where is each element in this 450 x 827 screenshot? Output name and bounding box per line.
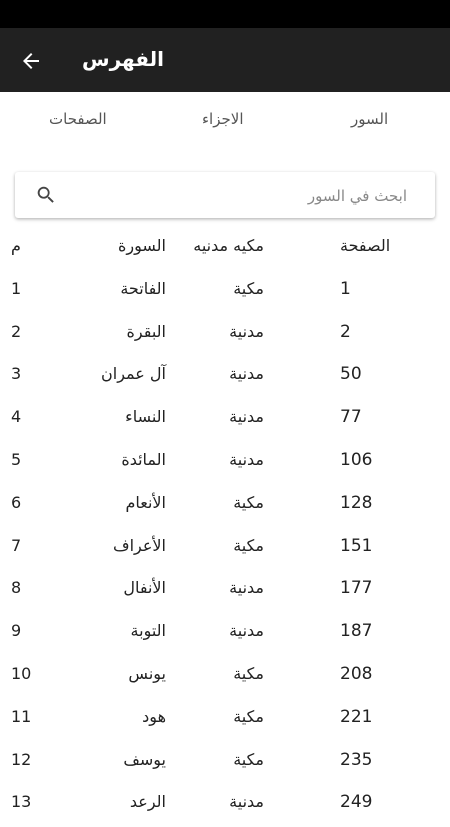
search-input[interactable] — [75, 172, 409, 220]
table-row[interactable] — [0, 528, 450, 571]
row-surah-type: مدنية — [229, 449, 264, 469]
row-surah-name: هود — [142, 706, 166, 726]
row-surah-name: الفاتحة — [120, 278, 166, 298]
row-page: 249 — [340, 792, 373, 813]
row-page: 177 — [340, 578, 373, 599]
row-number: 3 — [11, 364, 22, 384]
row-surah-type: مكية — [233, 535, 264, 555]
row-surah-type: مكية — [233, 749, 264, 769]
row-surah-name: التوبة — [130, 621, 166, 641]
table-row[interactable] — [0, 570, 450, 613]
row-surah-type: مدنية — [229, 578, 264, 598]
table-row[interactable] — [0, 485, 450, 528]
row-page: 187 — [340, 621, 373, 642]
row-surah-name: النساء — [125, 407, 166, 427]
page-title: الفهرس — [82, 47, 165, 71]
row-surah-name: الأعراف — [113, 535, 166, 555]
row-page: 50 — [340, 364, 362, 385]
status-bar — [0, 0, 450, 28]
row-number: 8 — [11, 578, 22, 598]
row-page: 2 — [340, 321, 351, 342]
arrow-back-icon — [19, 49, 43, 73]
header-type: مكيه مدنيه — [193, 236, 264, 255]
back-button[interactable] — [14, 44, 48, 78]
row-number: 9 — [11, 621, 22, 641]
row-page: 106 — [340, 449, 373, 470]
tab-pages[interactable]: الصفحات — [49, 110, 107, 128]
table-row[interactable] — [0, 442, 450, 485]
row-surah-name: يونس — [128, 663, 166, 683]
row-page: 151 — [340, 535, 373, 556]
row-page: 221 — [340, 706, 373, 727]
table-header — [0, 228, 450, 271]
row-number: 10 — [11, 663, 32, 683]
row-number: 1 — [11, 278, 22, 298]
table-row[interactable] — [0, 742, 450, 785]
surah-table — [0, 228, 450, 827]
table-row[interactable] — [0, 356, 450, 399]
row-number: 7 — [11, 535, 22, 555]
row-surah-name: الرعد — [129, 792, 166, 812]
row-page: 128 — [340, 492, 373, 513]
table-row[interactable] — [0, 271, 450, 314]
header-number: م — [11, 236, 21, 255]
row-page: 77 — [340, 407, 362, 428]
row-surah-type: مدنية — [229, 621, 264, 641]
tab-surahs[interactable]: السور — [351, 110, 389, 128]
row-number: 11 — [11, 706, 32, 726]
row-number: 5 — [11, 449, 22, 469]
row-number: 6 — [11, 492, 22, 512]
tab-parts[interactable]: الاجزاء — [202, 110, 244, 128]
row-surah-type: مدنية — [229, 792, 264, 812]
row-number: 12 — [11, 749, 32, 769]
table-row[interactable] — [0, 399, 450, 442]
tab-bar — [0, 92, 450, 156]
row-surah-name: الأنفال — [123, 578, 166, 598]
row-surah-name: البقرة — [126, 321, 166, 341]
row-number: 4 — [11, 407, 22, 427]
table-row[interactable] — [0, 784, 450, 827]
row-surah-name: يوسف — [123, 749, 166, 769]
app-bar — [0, 28, 450, 92]
header-page: الصفحة — [340, 236, 391, 255]
row-surah-type: مدنية — [229, 364, 264, 384]
row-surah-name: الأنعام — [125, 492, 166, 512]
row-number: 13 — [11, 792, 32, 812]
search-box — [15, 172, 435, 218]
row-surah-type: مكية — [233, 706, 264, 726]
row-surah-name: آل عمران — [101, 364, 166, 384]
row-page: 235 — [340, 749, 373, 770]
header-surah: السورة — [118, 236, 166, 255]
table-body — [0, 271, 450, 827]
row-number: 2 — [11, 321, 22, 341]
search-icon[interactable] — [35, 184, 57, 206]
row-surah-type: مكية — [233, 492, 264, 512]
row-surah-type: مدنية — [229, 407, 264, 427]
row-surah-type: مكية — [233, 278, 264, 298]
row-surah-name: المائدة — [121, 449, 166, 469]
row-page: 208 — [340, 663, 373, 684]
row-surah-type: مكية — [233, 663, 264, 683]
table-row[interactable] — [0, 699, 450, 742]
table-row[interactable] — [0, 656, 450, 699]
table-row[interactable] — [0, 314, 450, 357]
row-page: 1 — [340, 278, 351, 299]
row-surah-type: مدنية — [229, 321, 264, 341]
table-row[interactable] — [0, 613, 450, 656]
